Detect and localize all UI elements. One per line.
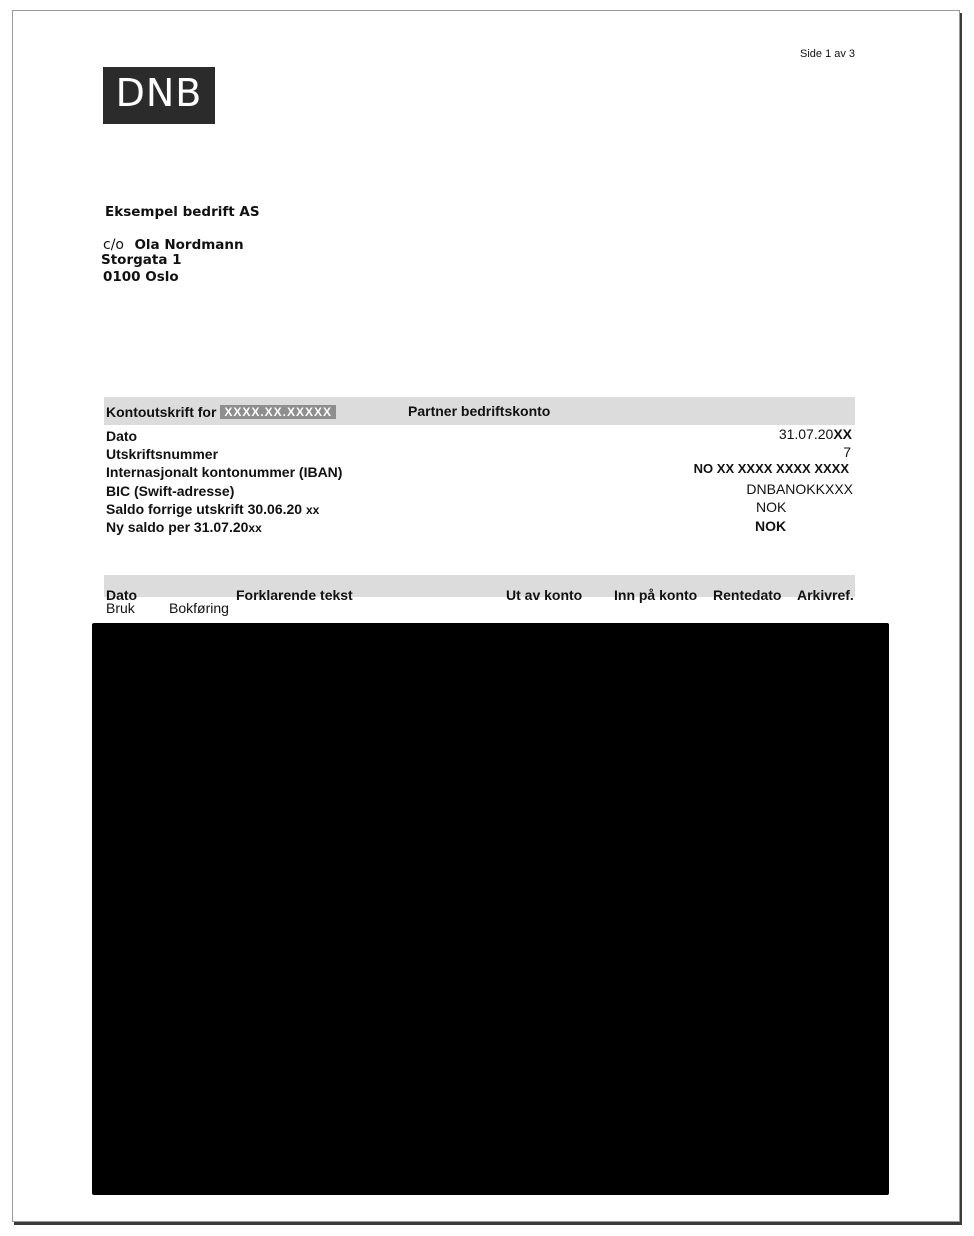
row-bic-value: DNBANOKKXXX <box>746 481 853 497</box>
col-header-out: Ut av konto <box>506 587 583 603</box>
row-statement-number-label: Utskriftsnummer <box>106 446 219 462</box>
row-date-value <box>779 426 852 442</box>
row-prev-balance-label <box>106 501 319 517</box>
new-balance-suffix: xx <box>248 521 262 535</box>
col-header-text: Forklarende tekst <box>236 587 353 603</box>
row-new-balance-label <box>106 519 262 535</box>
col-header-archive-ref: Arkivref. <box>797 587 854 603</box>
recipient-company: Eksempel bedrift AS <box>105 204 260 220</box>
prev-balance-suffix: xx <box>305 503 320 517</box>
statement-title-label: Kontoutskrift for <box>106 404 217 420</box>
logo-text: DNB <box>115 71 203 115</box>
row-statement-number-value: 7 <box>843 444 851 460</box>
dnb-logo <box>103 67 215 124</box>
recipient-street: Storgata 1 <box>101 252 182 268</box>
col-header-in: Inn på konto <box>614 587 698 603</box>
new-balance-label: Ny saldo per 31.07.20 <box>106 519 249 535</box>
row-date-label: Dato <box>106 428 138 444</box>
date-suffix: XX <box>833 426 852 442</box>
statement-page <box>12 10 960 1222</box>
row-iban-value: NO XX XXXX XXXX XXXX <box>693 461 849 476</box>
subheader-use: Bruk <box>106 600 135 616</box>
recipient-postal: 0100 Oslo <box>103 269 179 285</box>
row-bic-label: BIC (Swift-adresse) <box>106 483 235 499</box>
subheader-posting: Bokføring <box>169 600 229 616</box>
date-value: 31.07.20 <box>778 426 834 442</box>
co-label: c/o <box>103 237 124 253</box>
page-number: Side 1 av 3 <box>800 48 856 60</box>
statement-title <box>106 404 336 420</box>
col-header-interest-date: Rentedato <box>713 587 782 603</box>
row-prev-balance-value: NOK <box>756 499 787 515</box>
row-new-balance-value: NOK <box>755 518 787 534</box>
redaction-block <box>92 623 889 1195</box>
account-type: Partner bedriftskonto <box>408 403 551 419</box>
prev-balance-label: Saldo forrige utskrift 30.06.20 <box>106 501 303 517</box>
col-header-date: Dato <box>106 587 138 603</box>
recipient-contact: Ola Nordmann <box>134 237 244 253</box>
account-number: XXXX.XX.XXXXX <box>220 405 336 419</box>
row-iban-label: Internasjonalt kontonummer (IBAN) <box>106 464 343 480</box>
